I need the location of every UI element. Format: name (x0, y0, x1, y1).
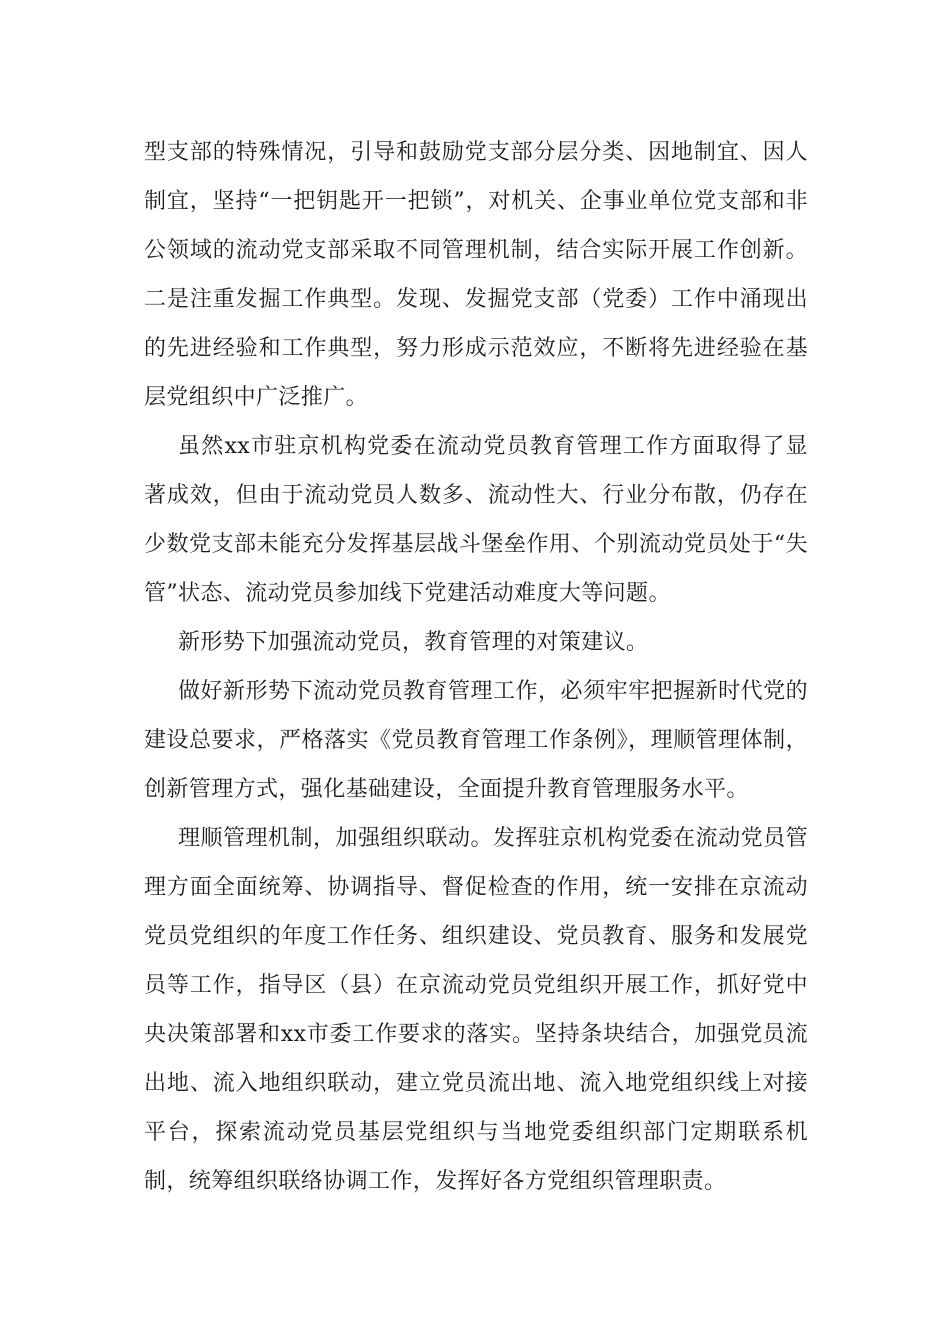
paragraph-5: 理顺管理机制，加强组织联动。发挥驻京机构党委在流动党员管理方面全面统筹、协调指导、督促检查的作用，统一安排在京流动党员党组织的年度工作任务、组织建设、党员教育、服务和发展党员等工作，指导区（县）在京流动党员党组织开展工作，抓好党中央决策部署和xx市委工作要求的落实。坚持条块结合，加强党员流出地、流入地组织联动，建立党员流出地、流入地党组织线上对接平台，探索流动党员基层党组织与当地党委组织部门定期联系机制，统筹组织联络协调工作，发挥好各方党组织管理职责。 (144, 826, 808, 1194)
document-body (144, 128, 808, 1206)
paragraph-2: 虽然xx市驻京机构党委在流动党员教育管理工作方面取得了显著成效，但由于流动党员人数多、流动性大、行业分布散，仍存在少数党支部未能充分发挥基层战斗堡垒作用、个别流动党员处于“失管”状态、流动党员参加线下党建活动难度大等问题。 (144, 434, 808, 606)
paragraph-3: 新形势下加强流动党员，教育管理的对策建议。 (178, 630, 649, 655)
paragraph-4: 做好新形势下流动党员教育管理工作，必须牢牢把握新时代党的建设总要求，严格落实《党员教育管理工作条例》，理顺管理体制，创新管理方式，强化基础建设，全面提升教育管理服务水平。 (144, 679, 808, 802)
paragraph-1: 型支部的特殊情况，引导和鼓励党支部分层分类、因地制宜、因人制宜，坚持“一把钥匙开一把锁”，对机关、企事业单位党支部和非公领域的流动党支部采取不同管理机制，结合实际开展工作创新。二是注重发掘工作典型。发现、发掘党支部（党委）工作中涌现出的先进经验和工作典型，努力形成示范效应，不断将先进经验在基层党组织中广泛推广。 (144, 140, 808, 410)
